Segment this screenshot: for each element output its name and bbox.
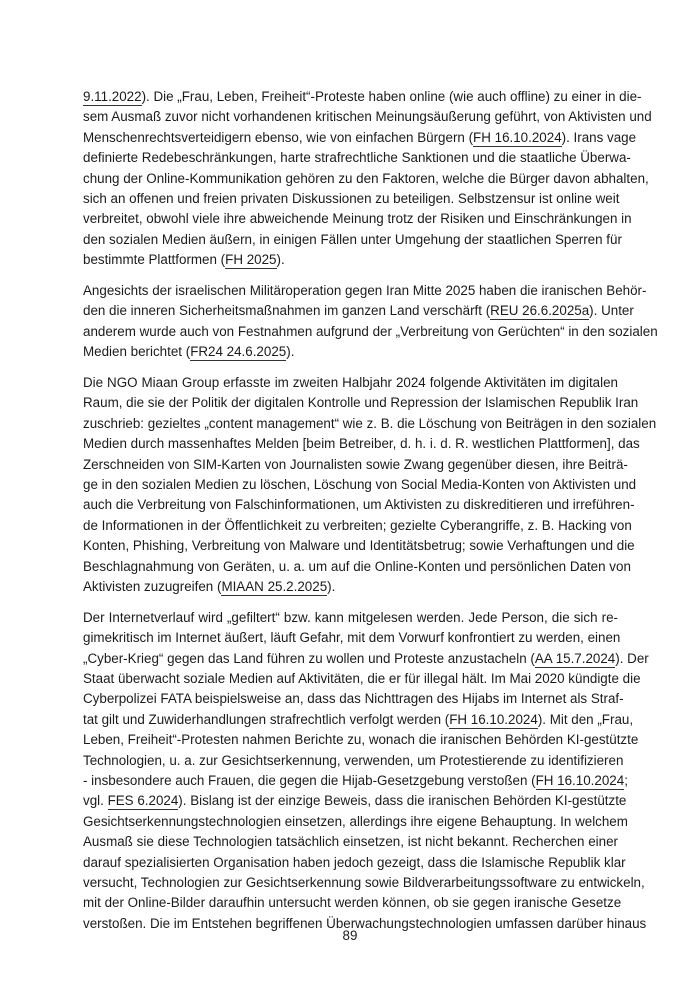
text-line	[83, 107, 652, 127]
text-segment: den sozialen Medien äußern, in einigen Fällen unter Umgehung der staatlichen Sperren für	[83, 231, 622, 247]
text-segment: Angesichts der israelischen Militäroperation gegen Iran Mitte 2025 haben die iranischen Behör-	[83, 283, 647, 299]
text-line	[83, 608, 618, 628]
text-segment: verstoßen. Die im Entstehen begriffenen Überwachungstechnologien umfassen darüber hinaus	[83, 915, 647, 931]
text-segment: Cyberpolizei FATA beispielsweise an, dass das Nichttragen des Hijabs im Internet als Straf-	[83, 691, 624, 707]
text-line	[83, 853, 626, 873]
text-line	[83, 557, 631, 577]
text-line	[83, 87, 642, 107]
text-segment: Leben, Freiheit“-Protesten nahmen Berichte zu, wonach die iranischen Behörden KI-gestützte	[83, 732, 639, 748]
text-segment: anderem wurde auch von Festnahmen aufgrund der „Verbreitung von Gerüchten“ in den sozialen	[83, 323, 658, 339]
text-line	[83, 455, 628, 475]
text-line	[83, 832, 618, 852]
text-line	[83, 281, 647, 301]
text-segment: ge in den sozialen Medien zu löschen, Löschung von Social Media-Konten von Aktivisten und	[83, 477, 637, 493]
text-line	[83, 751, 624, 771]
text-segment: mit der Online-Bilder daraufhin untersucht werden können, ob sie gegen iranische Gesetze	[83, 895, 622, 911]
text-line	[83, 148, 631, 168]
text-segment: ).	[286, 344, 295, 360]
page-number: 89	[342, 928, 358, 943]
text-segment: definierte Redebeschränkungen, harte strafrechtliche Sanktionen und die staatliche Überwa-	[83, 150, 631, 166]
citation-link[interactable]: 9.11.2022	[83, 89, 142, 104]
text-segment: „Cyber-Krieg“ gegen das Land führen zu wollen und Proteste anzustacheln (	[83, 650, 535, 666]
text-line	[83, 893, 622, 913]
text-segment: vgl.	[83, 793, 108, 809]
text-line	[83, 342, 618, 362]
text-line	[83, 791, 627, 811]
text-segment: ). Irans vage	[561, 129, 637, 145]
text-segment: ). Bislang ist der einzige Beweis, dass die iranischen Behörden KI-gestützte	[178, 793, 627, 809]
text-line	[83, 169, 649, 189]
text-segment: ).	[327, 578, 336, 594]
citation-link[interactable]: REU 26.6.2025a	[490, 303, 590, 319]
text-segment: Der Internetverlauf wird „gefiltert“ bzw. kann mitgelesen werden. Jede Person, die sich re-	[83, 609, 618, 625]
text-segment: Die NGO Miaan Group erfasste im zweiten Halbjahr 2024 folgende Aktivitäten im digitalen	[83, 375, 618, 391]
text-line	[83, 771, 628, 791]
text-segment: Staat überwacht soziale Medien auf Aktivitäten, die er für illegal hält. Im Mai 2020 kündigte die	[83, 671, 641, 687]
citation-link[interactable]: FH 2025	[225, 252, 277, 268]
text-line	[83, 812, 628, 832]
text-line	[83, 475, 637, 495]
text-segment: Ausmaß sie diese Technologien tatsächlich einsetzen, ist nicht bekannt. Recherchen einer	[83, 834, 618, 850]
text-line	[83, 322, 658, 342]
text-segment: auch die Verbreitung von Falschinformationen, um Aktivisten zu diskreditieren und irreführen-	[83, 497, 635, 513]
text-segment: Menschenrechtsverteidigern ebenso, wie von einfachen Bürgern (	[83, 129, 474, 145]
text-segment: Medien berichtet (	[83, 344, 191, 360]
text-segment: Zerschneiden von SIM-Karten von Journalisten sowie Zwang gegenüber diesen, ihre Beiträ-	[83, 456, 628, 472]
paragraph	[83, 608, 649, 934]
text-line	[83, 577, 618, 597]
text-segment: ). Mit den „Frau,	[537, 711, 634, 727]
citation-link[interactable]: FH 16.10.2024	[473, 129, 562, 145]
text-segment: ). Der	[615, 650, 649, 666]
citation-link[interactable]: FES 6.2024	[107, 793, 179, 809]
text-segment: Gesichtserkennungstechnologien einsetzen, allerdings ihre eigene Behauptung. In welchem	[83, 813, 628, 829]
text-line	[83, 536, 635, 556]
text-segment: chung der Online-Kommunikation gehören zu den Faktoren, welche die Bürger davon abhalten,	[83, 170, 649, 186]
text-segment: tat gilt und Zuwiderhandlungen strafrechtlich verfolgt werden (	[83, 711, 450, 727]
text-segment: Raum, die sie der Politik der digitalen Kontrolle und Repression der Islamischen Republik Iran	[83, 395, 639, 411]
text-segment: Beschlagnahmung von Geräten, u. a. um auf die Online-Konten und persönlichen Daten von	[83, 558, 631, 574]
text-segment: zuschrieb: gezieltes „content management“ wie z. B. die Löschung von Beiträgen in den sozialen	[83, 415, 657, 431]
text-segment: versucht, Technologien zur Gesichtserkennung sowie Bildverarbeitungssoftware zu entwickeln,	[83, 874, 645, 890]
text-segment: gimekritisch im Internet äußert, läuft Gefahr, mit dem Vorwurf konfrontiert zu werden, einen	[83, 630, 621, 646]
text-segment: de Informationen in der Öffentlichkeit zu verbreiten; gezielte Cyberangriffe, z. B. Hacking von	[83, 517, 632, 533]
text-line	[83, 434, 640, 454]
text-segment: darauf spezialisierten Organisation haben jedoch gezeigt, dass die Islamische Republik klar	[83, 854, 626, 870]
text-segment: bestimmte Plattformen (	[83, 252, 226, 268]
text-line	[83, 414, 657, 434]
text-line	[83, 516, 632, 536]
citation-link[interactable]: FR24 24.6.2025	[190, 344, 287, 360]
text-line	[83, 393, 639, 413]
text-line	[83, 373, 618, 393]
citation-link[interactable]: MIAAN 25.2.2025	[221, 578, 328, 594]
text-line	[83, 301, 634, 321]
text-line	[83, 495, 635, 515]
text-segment: verbreitet, obwohl viele ihre abweichende Meinung trotz der Risiken und Einschränkungen in	[83, 211, 632, 227]
citation-link[interactable]: AA 15.7.2024	[534, 650, 616, 666]
text-segment: ). Unter	[589, 303, 634, 319]
text-line	[83, 873, 645, 893]
text-segment: sem Ausmaß zuvor nicht vorhandenen kritischen Meinungsäußerung geführt, von Aktivisten und	[83, 109, 652, 125]
text-line	[83, 250, 618, 270]
text-line	[83, 189, 618, 209]
text-segment: ). Die „Frau, Leben, Freiheit“-Proteste haben online (wie auch offline) zu einer in die-	[141, 89, 642, 104]
text-segment: ).	[276, 252, 285, 268]
page-body	[83, 87, 658, 945]
text-line	[83, 230, 622, 250]
text-segment: den die inneren Sicherheitsmaßnahmen im ganzen Land verschärft (	[83, 303, 491, 319]
citation-link[interactable]: FH 16.10.2024	[535, 773, 625, 788]
paragraph	[83, 87, 652, 271]
text-line	[83, 689, 624, 709]
text-segment: sich an offenen und freien privaten Diskussionen zu beteiligen. Selbstzensur ist online weit	[83, 190, 620, 206]
text-line	[83, 649, 649, 669]
text-segment: Medien durch massenhaftes Melden [beim Betreiber, d. h. i. d. R. westlichen Plattformen], das	[83, 436, 640, 452]
text-line	[83, 669, 641, 689]
text-line	[83, 209, 632, 229]
text-segment: Aktivisten zuzugreifen (	[83, 578, 222, 594]
text-line	[83, 628, 621, 648]
text-line	[83, 710, 634, 730]
text-line	[83, 128, 637, 148]
text-segment: Technologien, u. a. zur Gesichtserkennung, verwenden, um Protestierende zu identifizieren	[83, 752, 624, 768]
text-line	[83, 730, 639, 750]
text-segment: ;	[624, 773, 628, 788]
text-segment: - insbesondere auch Frauen, die gegen die Hijab-Gesetzgebung verstoßen (	[83, 773, 536, 788]
citation-link[interactable]: FH 16.10.2024	[449, 711, 538, 727]
paragraph	[83, 281, 658, 363]
paragraph	[83, 373, 657, 597]
text-segment: Konten, Phishing, Verbreitung von Malware und Identitätsbetrug; sowie Verhaftungen und die	[83, 538, 635, 554]
